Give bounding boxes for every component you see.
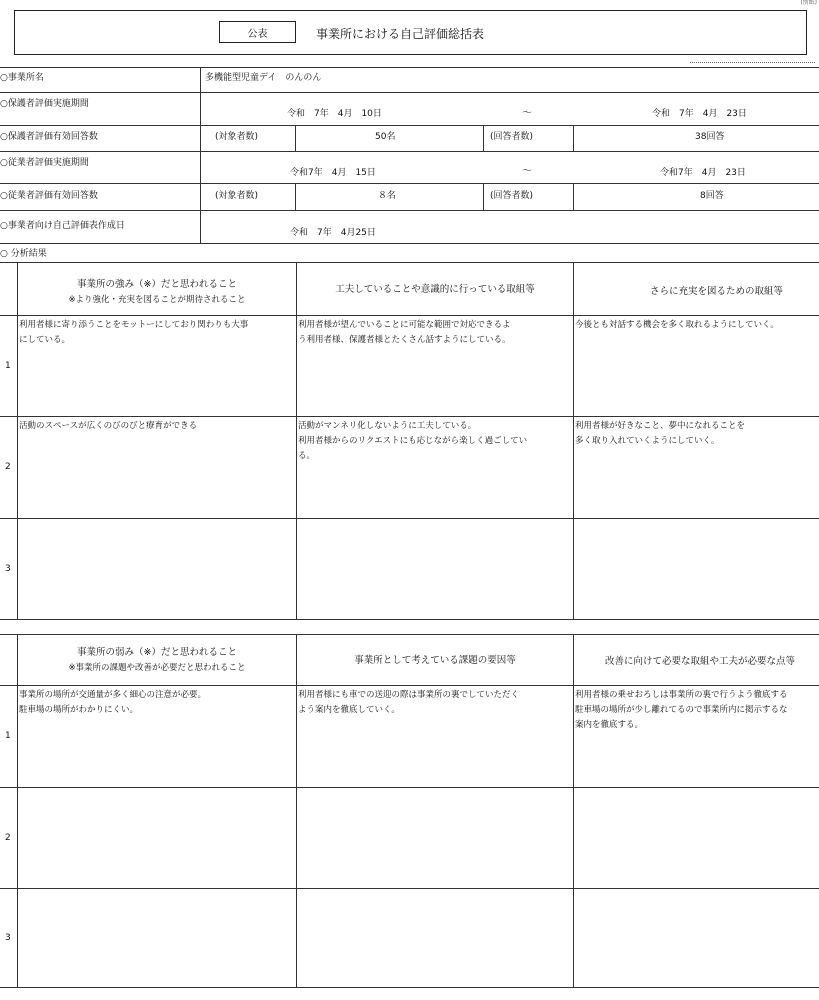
guardian-answer-label: (回答者数) <box>490 132 534 142</box>
staff-period-sep: ～ <box>522 166 532 177</box>
weaknesses-col3-title: 改善に向けて必要な取組や工夫が必要な点等 <box>605 656 796 667</box>
office-label: ○事業所名 <box>0 73 44 83</box>
strengths-row-2-improvement: 利用者様が好きなこと、夢中になれることを 多く取り入れていくようにしていく。 <box>575 421 746 446</box>
guardian-period-sep: ～ <box>522 108 532 119</box>
guardian-period-label: ○保護者評価実施期間 <box>0 99 89 109</box>
strengths-row-2-number: 2 <box>5 462 11 472</box>
staff-target-label: (対象者数) <box>215 191 259 201</box>
guardian-period-end: 令和 7年 4月 23日 <box>652 109 747 119</box>
strengths-row-1-strength: 利用者様に寄り添うことをモットーにしており関わりも大事 にしている。 <box>19 320 249 345</box>
strengths-col3-title: さらに充実を図るための取組等 <box>649 286 783 297</box>
strengths-col1-subtitle: ※より強化・充実を図ることが期待されること <box>68 295 246 305</box>
analysis-label: ○ 分析結果 <box>0 249 47 259</box>
staff-answer-label: (回答者数) <box>490 191 534 201</box>
staff-period-label: ○従業者評価実施期間 <box>0 158 89 168</box>
weaknesses-row-1-cause: 利用者様にも車での送迎の際は事業所の裏でしていただく よう案内を徹底していく。 <box>298 690 520 715</box>
weaknesses-row-1-weakness: 事業所の場所が交通量が多く細心の注意が必要。 駐車場の場所がわかりにくい。 <box>19 690 207 715</box>
guardian-count-label: ○保護者評価有効回答数 <box>0 132 98 142</box>
staff-period-start: 令和7年 4月 15日 <box>290 168 376 178</box>
page-title: 事業所における自己評価総括表 <box>316 27 485 41</box>
weaknesses-row-1-action: 利用者様の乗せおろしは事業所の裏で行うよう徹底する 駐車場の場所が少し離れてるので事業所内に掲示するな 案内を徹底する。 <box>575 690 788 730</box>
staff-target-value: ８名 <box>378 191 397 201</box>
guardian-period-start: 令和 7年 4月 10日 <box>287 109 382 119</box>
strengths-row-2-strength: 活動のスペースが広くのびのびと療育ができる <box>19 421 198 431</box>
strengths-row-1-improvement: 今後とも対話する機会を多く取れるようにしていく。 <box>575 320 779 330</box>
weaknesses-row-1-number: 1 <box>5 731 11 741</box>
strengths-row-2-effort: 活動がマンネリ化しないように工夫している。 利用者様からのリクエストにも応じながら楽しく過ごしてい る。 <box>298 421 528 461</box>
guardian-target-value: 50名 <box>375 132 396 142</box>
staff-count-label: ○従業者評価有効回答数 <box>0 191 98 201</box>
staff-answer-value: 8回答 <box>700 191 724 201</box>
weaknesses-col1-subtitle: ※事業所の課題や改善が必要だと思われること <box>68 663 246 673</box>
corner-mark: (別紙) <box>800 0 817 6</box>
strengths-row-3-number: 3 <box>5 564 11 574</box>
public-badge: 公表 <box>219 21 296 43</box>
office-value: 多機能型児童デイ のんのん <box>205 73 322 83</box>
strengths-col2-title: 工夫していることや意識的に行っている取組等 <box>335 284 535 295</box>
strengths-col1-title: 事業所の強み（※）だと思われること <box>77 279 237 290</box>
created-date-label: ○事業者向け自己評価表作成日 <box>0 221 125 231</box>
strengths-row-1-effort: 利用者様が望んでいることに可能な範囲で対応できるよ う利用者様、保護者様とたくさん話すようにしている。 <box>298 320 511 345</box>
weaknesses-col2-title: 事業所として考えている課題の要因等 <box>354 655 516 666</box>
weaknesses-col1-title: 事業所の弱み（※）だと思われること <box>77 647 237 658</box>
weaknesses-row-3-number: 3 <box>5 933 11 943</box>
weaknesses-row-2-number: 2 <box>5 833 11 843</box>
guardian-target-label: (対象者数) <box>215 132 259 142</box>
strengths-row-1-number: 1 <box>5 361 11 371</box>
guardian-answer-value: 38回答 <box>695 132 725 142</box>
staff-period-end: 令和7年 4月 23日 <box>660 168 746 178</box>
created-date-value: 令和 7年 4月25日 <box>290 228 376 238</box>
